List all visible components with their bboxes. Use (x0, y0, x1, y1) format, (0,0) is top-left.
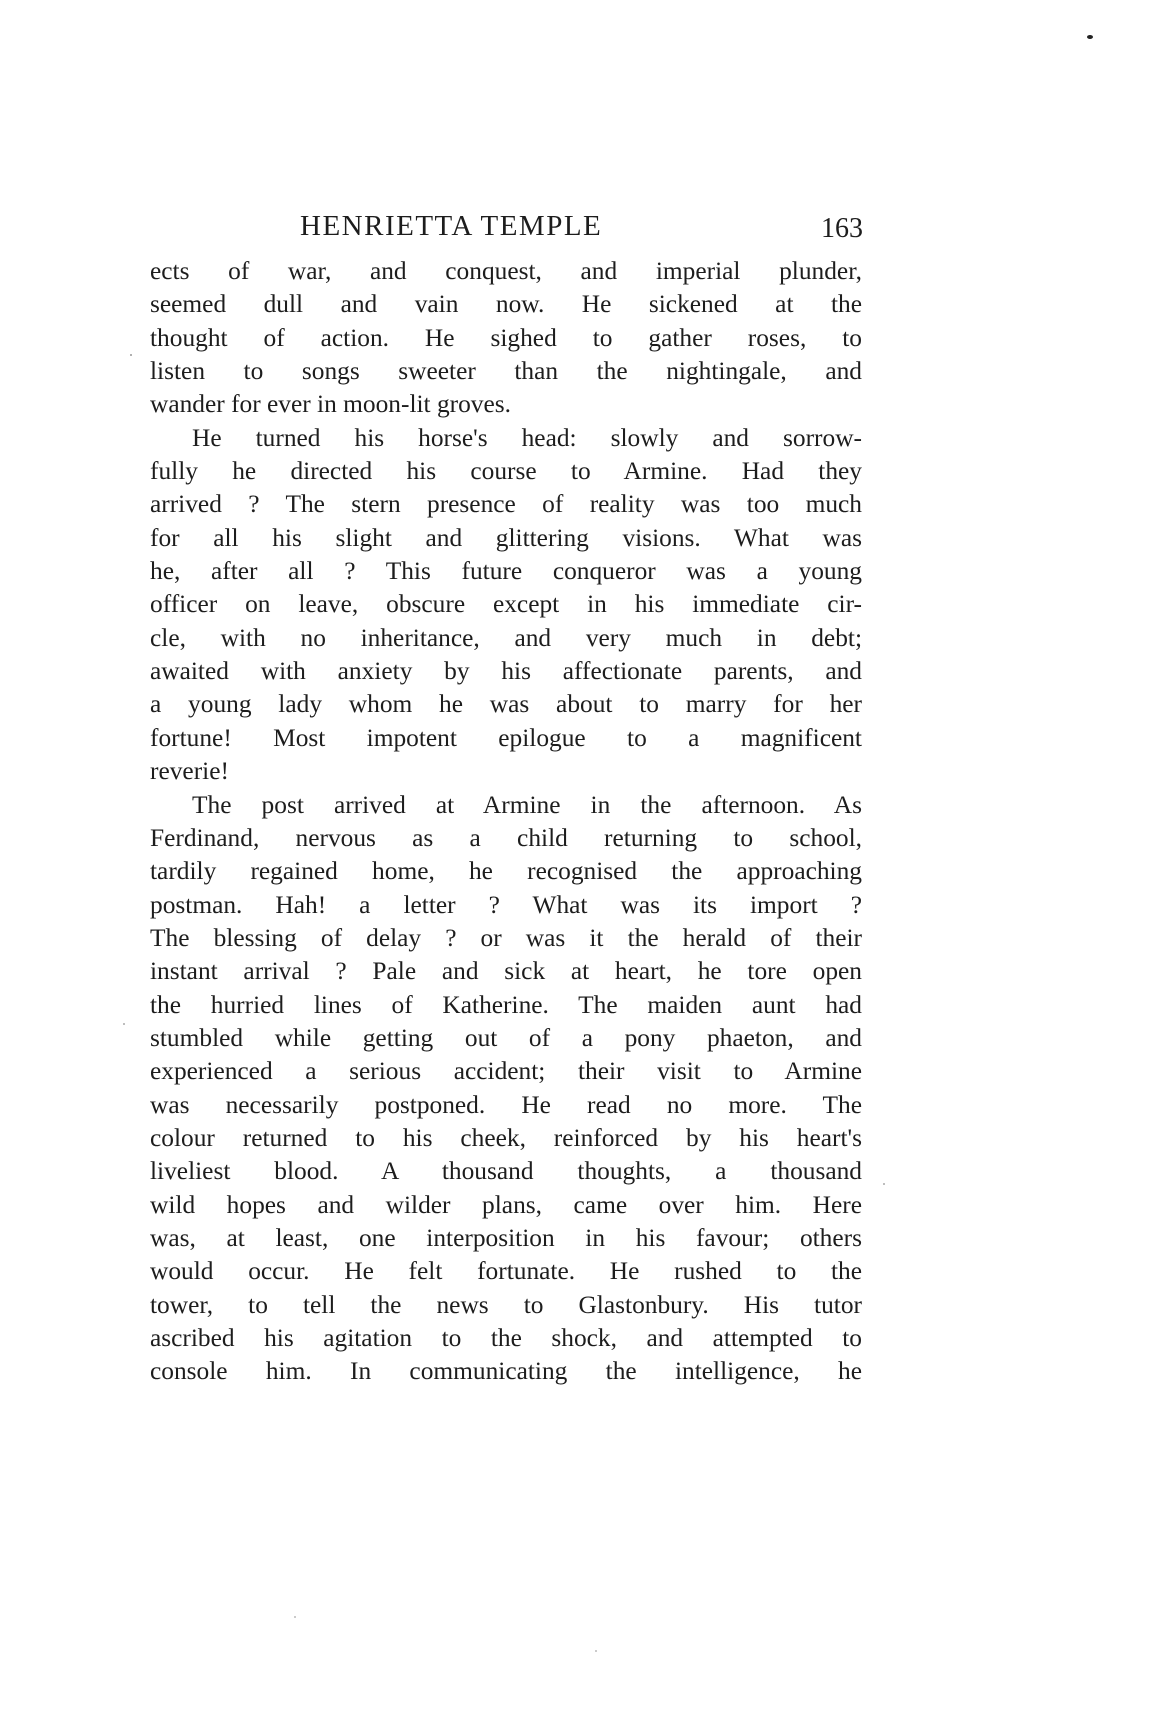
text-line: postman. Hah! a letter ? What was its import ? (150, 890, 862, 919)
text-line: fully he directed his course to Armine. Had they (150, 457, 862, 486)
text-line: he, after all ? This future conqueror was a young (150, 557, 862, 586)
text-line: officer on leave, obscure except in his immediate cir- (150, 590, 862, 619)
text-line: seemed dull and vain now. He sickened at the (150, 290, 862, 319)
text-line: arrived ? The stern presence of reality was too much (150, 490, 862, 519)
running-header (150, 206, 863, 246)
text-line: liveliest blood. A thousand thoughts, a thousand (150, 1157, 862, 1186)
text-line: ascribed his agitation to the shock, and attempted to (150, 1324, 862, 1352)
text-line: reverie! (150, 757, 229, 786)
text-line: tower, to tell the news to Glastonbury. His tutor (150, 1290, 862, 1319)
dust-speck (294, 1616, 296, 1618)
text-line: listen to songs sweeter than the nightingale, and (150, 357, 862, 386)
text-line: colour returned to his cheek, reinforced by his heart's (150, 1123, 862, 1152)
text-line: was necessarily postponed. He read no more. The (150, 1090, 862, 1119)
dust-speck (883, 1183, 885, 1185)
dust-speck (130, 354, 132, 356)
text-line: would occur. He felt fortunate. He rushed to the (150, 1257, 862, 1286)
text-line: console him. In communicating the intelligence, he (150, 1357, 862, 1386)
body-text (150, 255, 862, 1389)
text-line: stumbled while getting out of a pony phaeton, and (150, 1023, 862, 1052)
text-line: awaited with anxiety by his affectionate parents, and (150, 657, 862, 686)
running-title: HENRIETTA TEMPLE (300, 210, 603, 242)
ink-speck (1087, 35, 1093, 39)
text-line: a young lady whom he was about to marry for her (150, 690, 862, 719)
text-line: ects of war, and conquest, and imperial plunder, (150, 257, 862, 285)
text-line: instant arrival ? Pale and sick at heart, he tore open (150, 957, 862, 986)
text-line: thought of action. He sighed to gather roses, to (150, 323, 862, 352)
text-line: was, at least, one interposition in his favour; others (150, 1223, 862, 1252)
text-line: the hurried lines of Katherine. The maiden aunt had (150, 990, 862, 1019)
dust-speck (595, 1650, 597, 1652)
page-number: 163 (821, 213, 863, 244)
text-line: wild hopes and wilder plans, came over him. Here (150, 1190, 862, 1219)
text-line: cle, with no inheritance, and very much in debt; (150, 623, 862, 652)
text-line: He turned his horse's head: slowly and sorrow- (192, 423, 862, 452)
text-line: experienced a serious accident; their visit to Armine (150, 1057, 862, 1086)
text-line: tardily regained home, he recognised the approaching (150, 857, 862, 886)
text-line: fortune! Most impotent epilogue to a magnificent (150, 723, 862, 752)
text-line: Ferdinand, nervous as a child returning to school, (150, 823, 862, 852)
dust-speck (123, 1023, 125, 1025)
text-line: The blessing of delay ? or was it the herald of their (150, 923, 862, 952)
text-line: for all his slight and glittering visions. What was (150, 523, 862, 552)
text-line: wander for ever in moon-lit groves. (150, 390, 511, 419)
text-line: The post arrived at Armine in the afternoon. As (192, 790, 862, 819)
